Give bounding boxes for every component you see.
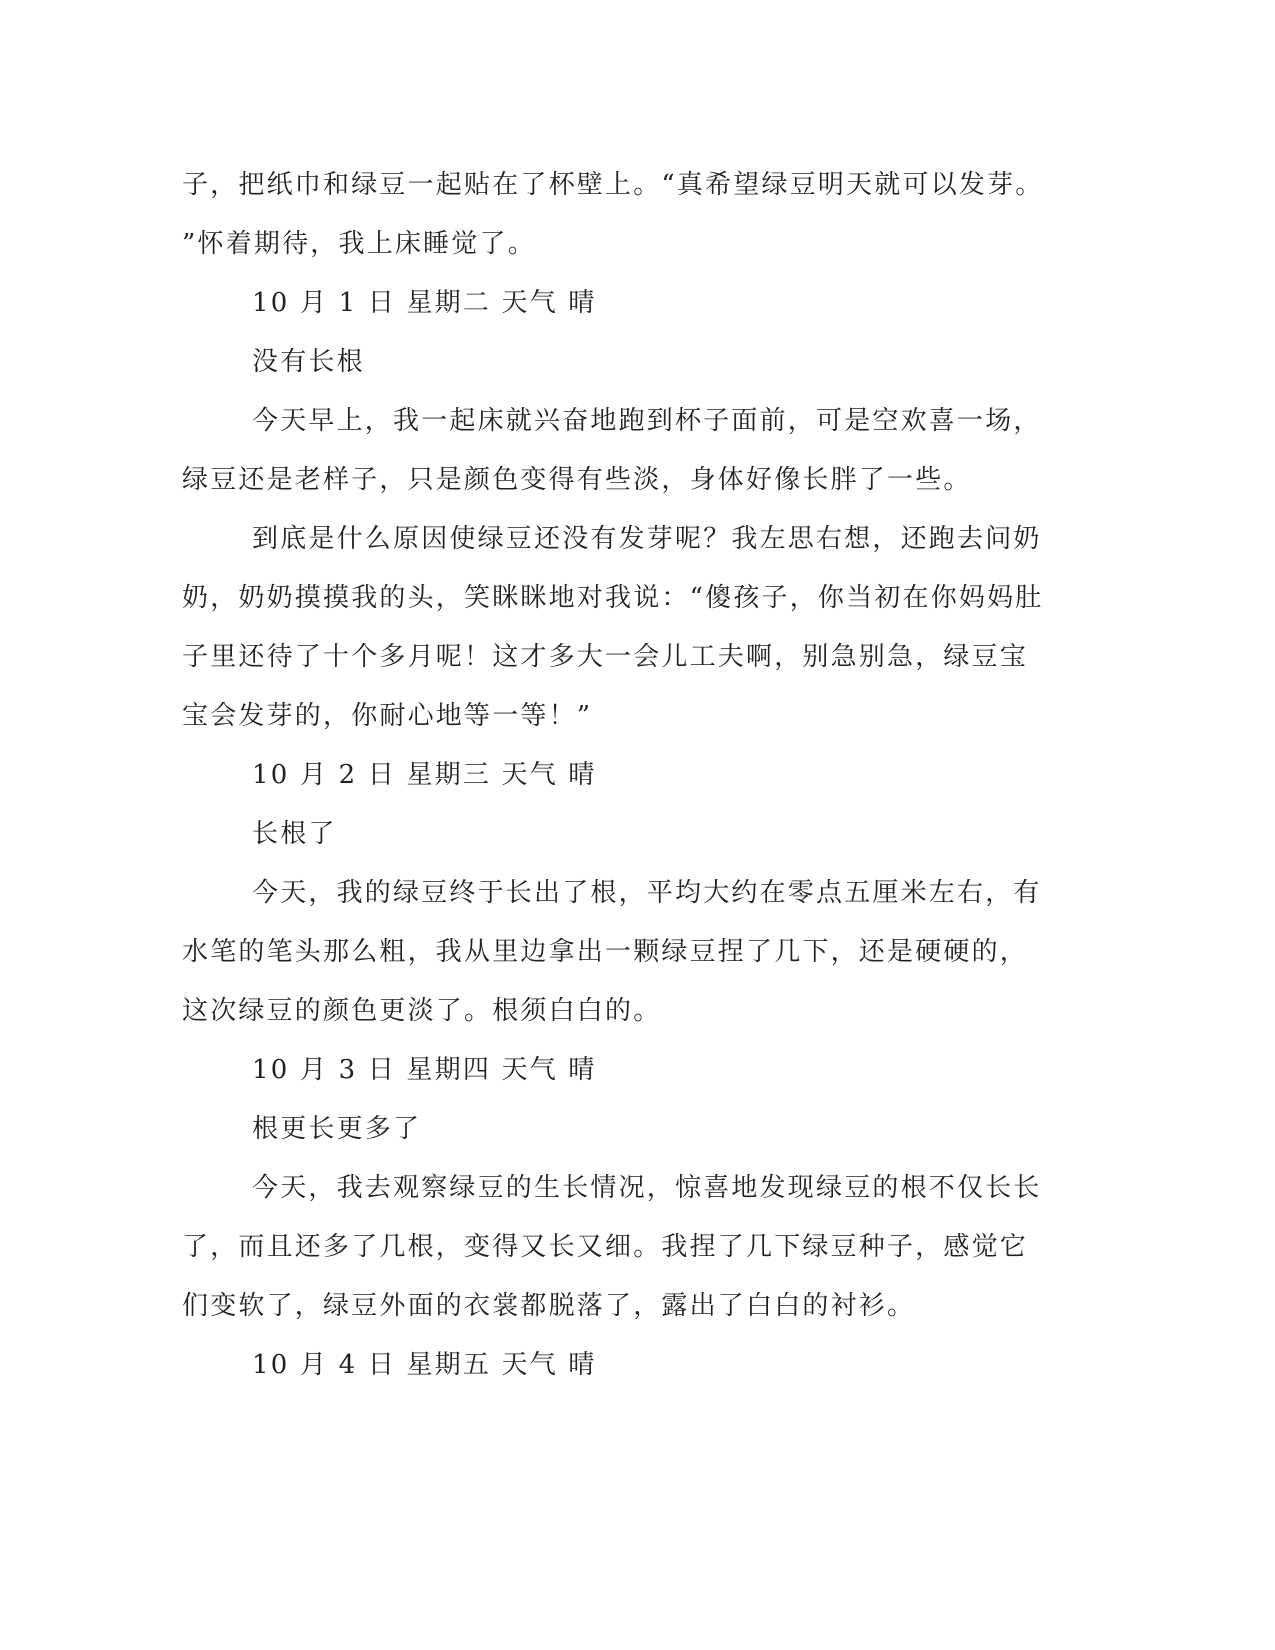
entry-title: 没有长根: [252, 347, 365, 377]
text-line: 这次绿豆的颜色更淡了。根须白白的。: [182, 996, 662, 1026]
text-line: 子里还待了十个多月呢！这才多大一会儿工夫啊，别急别急，绿豆宝: [182, 642, 1029, 672]
text-line: 今天早上，我一起床就兴奋地跑到杯子面前，可是空欢喜一场，: [252, 406, 1042, 436]
text-line: ”怀着期待，我上床睡觉了。: [182, 229, 536, 259]
entry-title: 长根了: [252, 819, 337, 849]
text-line: 到底是什么原因使绿豆还没有发芽呢？我左思右想，还跑去问奶: [252, 524, 1042, 554]
text-line: 了，而且还多了几根，变得又长又细。我捏了几下绿豆种子，感觉它: [182, 1232, 1029, 1262]
text-line: 今天，我去观察绿豆的生长情况，惊喜地发现绿豆的根不仅长长: [252, 1173, 1042, 1203]
text-line: 水笔的笔头那么粗，我从里边拿出一颗绿豆捏了几下，还是硬硬的，: [182, 937, 1029, 967]
text-line: 奶，奶奶摸摸我的头，笑眯眯地对我说：“傻孩子，你当初在你妈妈肚: [182, 583, 1044, 613]
text-line: 绿豆还是老样子，只是颜色变得有些淡，身体好像长胖了一些。: [182, 465, 972, 495]
date-heading: 10 月 1 日 星期二 天气 晴: [252, 288, 597, 318]
text-line: 子，把纸巾和绿豆一起贴在了杯壁上。“真希望绿豆明天就可以发芽。: [182, 170, 1044, 200]
date-heading: 10 月 4 日 星期五 天气 晴: [252, 1350, 597, 1380]
text-line: 们变软了，绿豆外面的衣裳都脱落了，露出了白白的衬衫。: [182, 1291, 916, 1321]
document-body: [182, 156, 1044, 1395]
text-line: 宝会发芽的，你耐心地等一等！”: [182, 701, 593, 731]
text-line: 今天，我的绿豆终于长出了根，平均大约在零点五厘米左右，有: [252, 878, 1042, 908]
date-heading: 10 月 2 日 星期三 天气 晴: [252, 760, 597, 790]
entry-title: 根更长更多了: [252, 1114, 422, 1144]
date-heading: 10 月 3 日 星期四 天气 晴: [252, 1055, 597, 1085]
